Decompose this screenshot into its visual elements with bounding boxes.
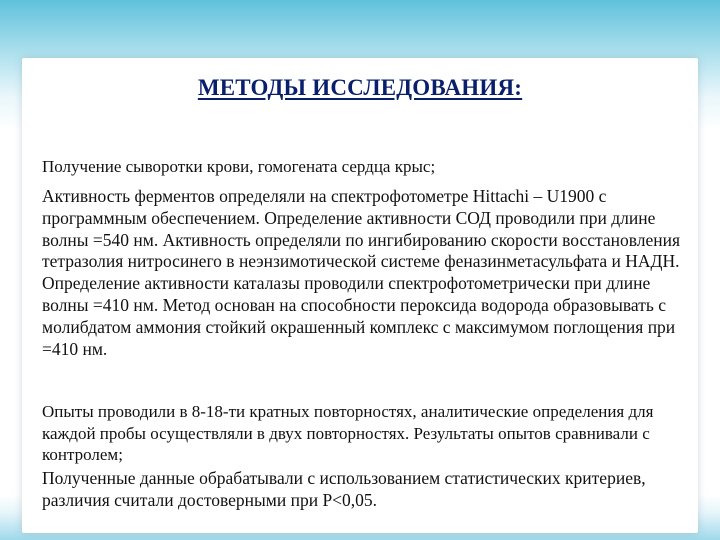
paragraph-statistics: Полученные данные обрабатывали с использованием статистических критериев, различия считали достоверными при Р<0,05.: [42, 468, 646, 510]
paragraph-serum: Получение сыворотки крови, гомогената сердца крыс;: [42, 157, 436, 176]
paragraph-enzyme-activity: Активность ферментов определяли на спектрофотометре Hittachi – U1900 с программным обеспечением. Определение активности СОД проводили при длине волны =540 нм. Активность определяли по ингибированию скорости восстановления тетразолия нитросинего в неэнзимотической системе феназинметасульфата и НАДН. Определение активности каталазы проводили спектрофотометрически при длине волны =410 нм. Метод основан на способности пероксида водорода образовывать с молибдатом аммония стойкий окрашенный комплекс с максимумом поглощения при =410 нм.: [42, 186, 681, 359]
paragraph-repetitions: Опыты проводили в 8-18-ти кратных повторностях, аналитические определения для каждой пробы осуществляли в двух повторностях. Результаты опытов сравнивали с контролем;: [42, 402, 654, 464]
slide-title: МЕТОДЫ ИССЛЕДОВАНИЯ:: [197, 75, 523, 100]
